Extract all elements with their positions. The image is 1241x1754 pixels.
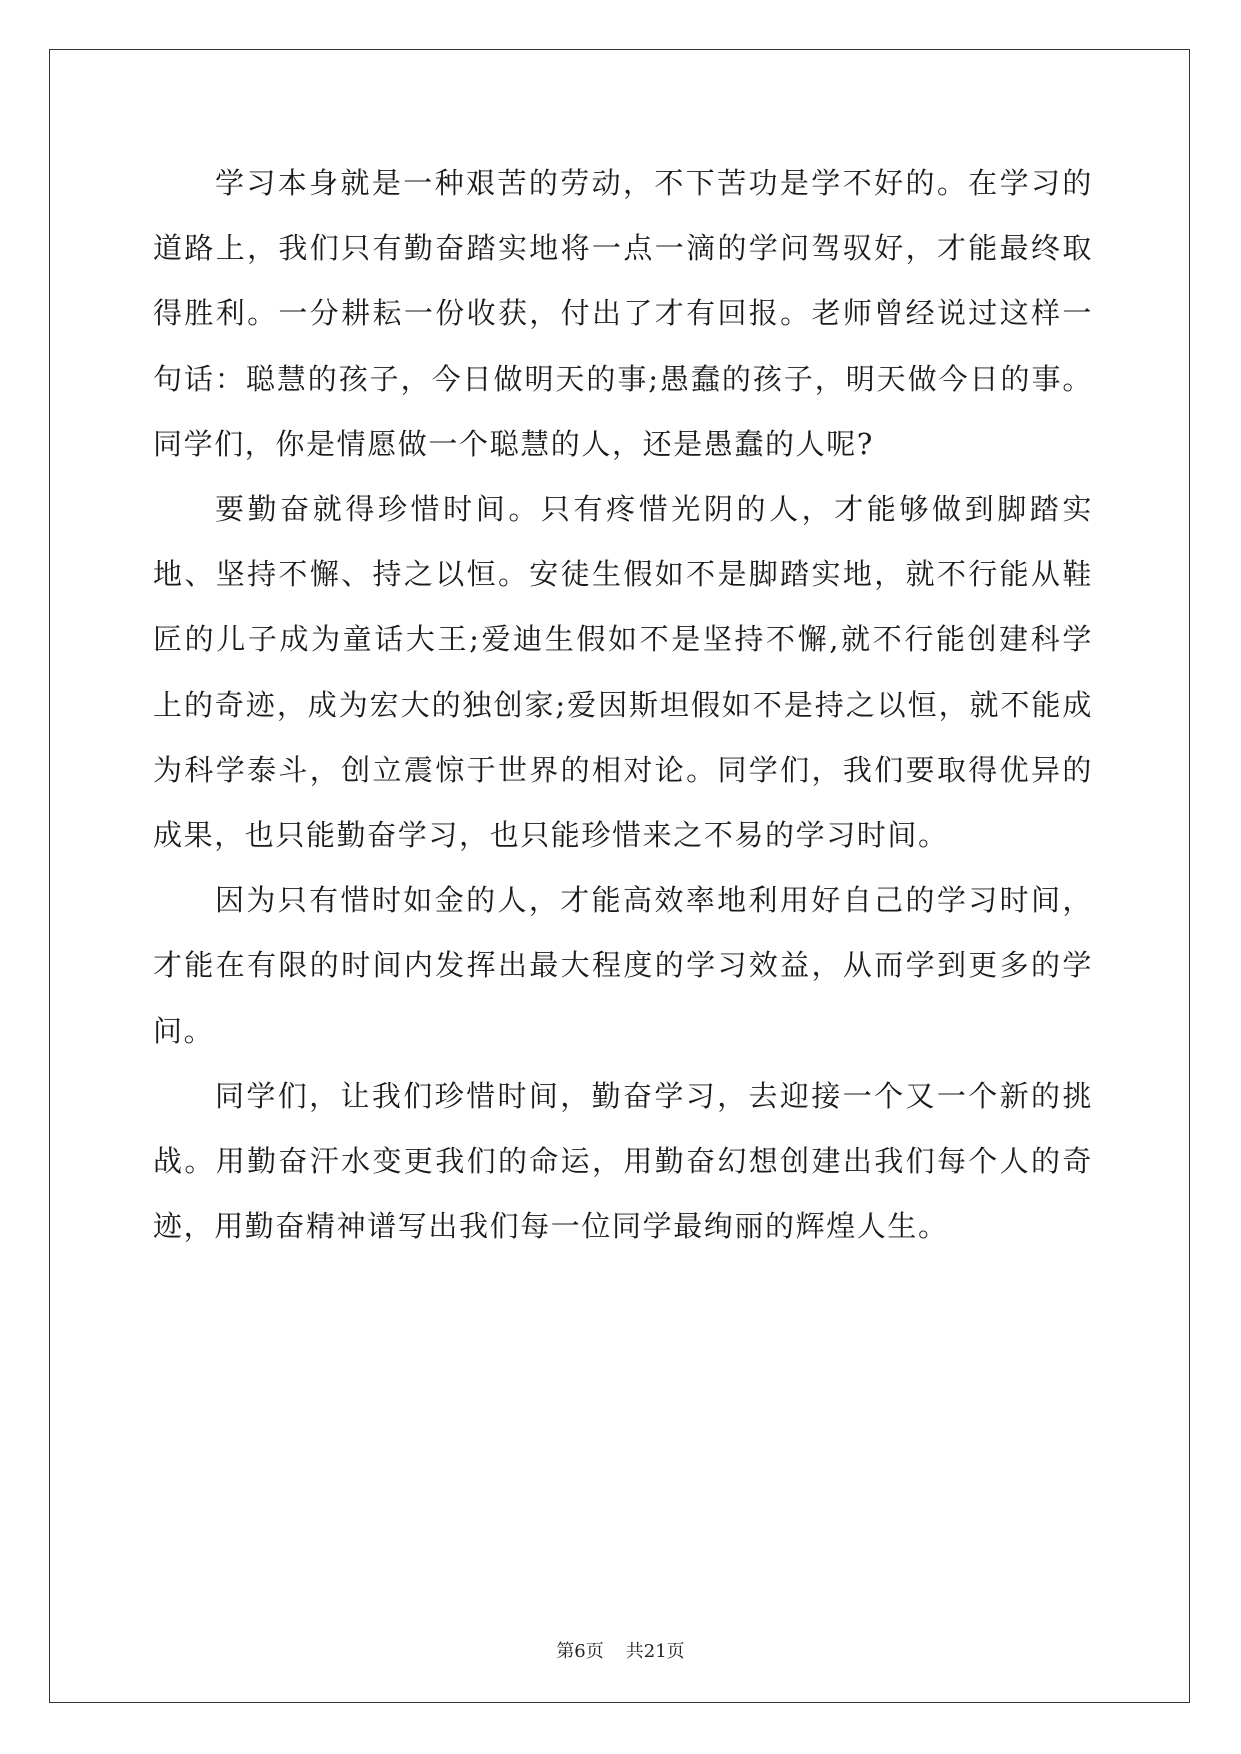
page-total: 共21页 [625,1641,685,1662]
paragraph-3: 因为只有惜时如金的人，才能高效率地利用好自己的学习时间，才能在有限的时间内发挥出最大程度的学习效益，从而学到更多的学问。 [153,883,1093,1048]
paragraph-4: 同学们，让我们珍惜时间，勤奋学习，去迎接一个又一个新的挑战。用勤奋汗水变更我们的命运，用勤奋幻想创建出我们每个人的奇迹，用勤奋精神谱写出我们每一位同学最绚丽的辉煌人生。 [153,1078,1093,1244]
page-footer [0,1641,1241,1663]
page-number: 第6页 [556,1641,604,1662]
paragraph-1: 学习本身就是一种艰苦的劳动，不下苦功是学不好的。在学习的道路上，我们只有勤奋踏实地将一点一滴的学问驾驭好，才能最终取得胜利。一分耕耘一份收获，付出了才有回报。老师曾经说过这样一句话：聪慧的孩子，今日做明天的事;愚蠢的孩子，明天做今日的事。同学们，你是情愿做一个聪慧的人，还是愚蠢的人呢? [153,166,1093,461]
document-body [153,151,1093,1259]
paragraph-2: 要勤奋就得珍惜时间。只有疼惜光阴的人，才能够做到脚踏实地、坚持不懈、持之以恒。安徒生假如不是脚踏实地，就不行能从鞋匠的儿子成为童话大王;爱迪生假如不是坚持不懈,就不行能创建科学上的奇迹，成为宏大的独创家;爱因斯坦假如不是持之以恒，就不能成为科学泰斗，创立震惊于世界的相对论。同学们，我们要取得优异的成果，也只能勤奋学习，也只能珍惜来之不易的学习时间。 [153,492,1093,853]
